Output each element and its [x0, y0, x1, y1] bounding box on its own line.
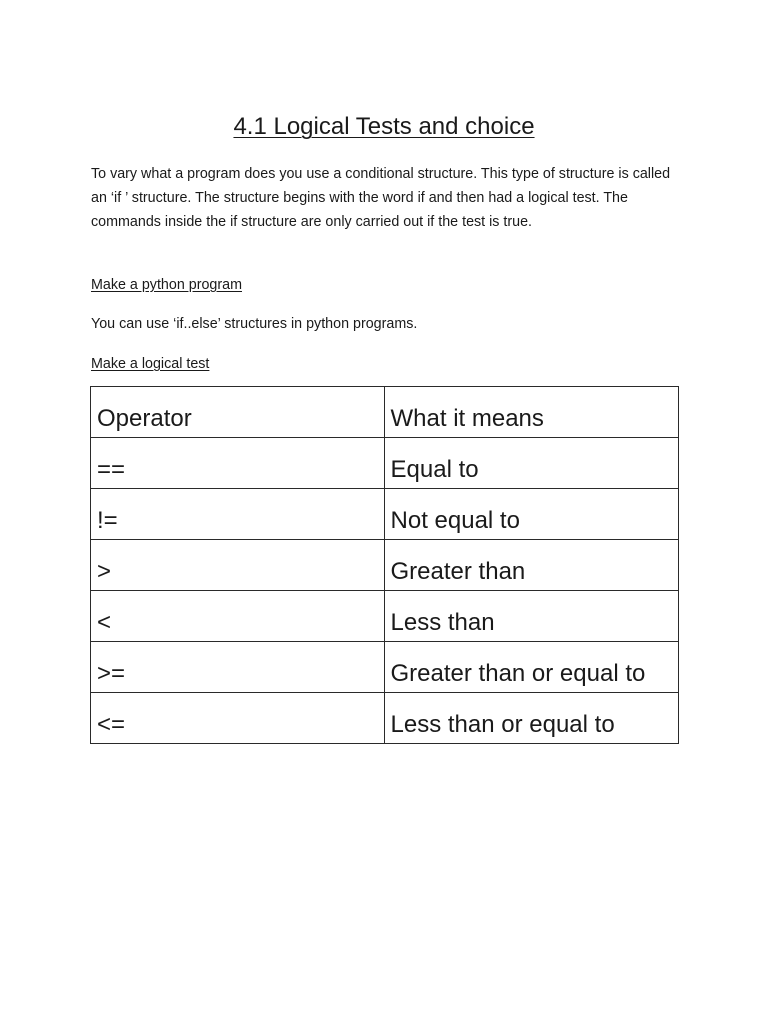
meaning-cell: Greater than or equal to [384, 642, 678, 693]
operator-cell: <= [91, 693, 385, 744]
logical-test-heading: Make a logical test [91, 356, 210, 372]
header-meaning: What it means [384, 387, 678, 438]
operator-cell: > [91, 540, 385, 591]
table-row [91, 438, 679, 489]
intro-paragraph: To vary what a program does you use a conditional structure. This type of structure is called an ‘if ’ structure. The structure begins with the word if and then had a logical test. The commands inside the if structure are only carried out if the test is true. [91, 166, 671, 230]
table-row [91, 591, 679, 642]
table-header-row [91, 387, 679, 438]
table-row [91, 693, 679, 744]
table-row [91, 489, 679, 540]
meaning-cell: Less than [384, 591, 678, 642]
meaning-cell: Less than or equal to [384, 693, 678, 744]
python-section-text: You can use ‘if..else’ structures in python programs. [91, 316, 418, 332]
meaning-cell: Equal to [384, 438, 678, 489]
header-operator: Operator [91, 387, 385, 438]
page-title: 4.1 Logical Tests and choice [233, 113, 535, 140]
operator-cell: != [91, 489, 385, 540]
operator-cell: == [91, 438, 385, 489]
meaning-cell: Not equal to [384, 489, 678, 540]
meaning-cell: Greater than [384, 540, 678, 591]
table-row [91, 540, 679, 591]
operators-table [90, 386, 679, 744]
operator-cell: >= [91, 642, 385, 693]
operator-cell: < [91, 591, 385, 642]
table-row [91, 642, 679, 693]
python-section-heading: Make a python program [91, 277, 242, 293]
